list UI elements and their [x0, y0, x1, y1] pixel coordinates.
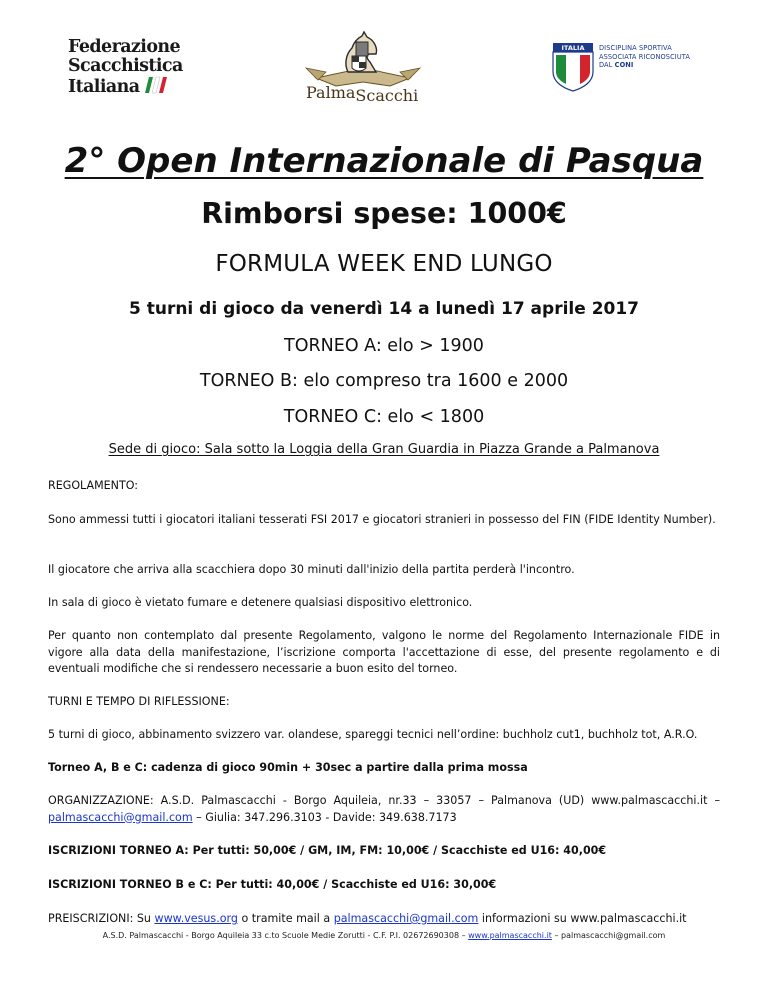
fsi-logo-line2: Scacchistica	[68, 56, 183, 76]
cadenza-line: Torneo A, B e C: cadenza di gioco 90min + 30sec a partire dalla prima mossa	[48, 761, 528, 774]
prize-heading: Rimborsi spese: 1000€	[201, 197, 567, 230]
preiscrizioni-suffix: informazioni su www.palmascacchi.it	[478, 912, 687, 925]
fsi-logo-line1: Federazione	[68, 37, 181, 57]
organizzazione-contacts: – Giulia: 347.296.3103 - Davide: 349.638.7173	[192, 810, 457, 824]
coni-shield-label: ITALIA	[561, 44, 585, 52]
chess-knight-fortress-icon	[296, 28, 430, 90]
coni-text-line2: ASSOCIATA RICONOSCIUTA	[599, 52, 690, 61]
coni-logo	[552, 42, 692, 92]
italia-shield-icon	[552, 42, 594, 92]
footer-email: – palmascacchi@gmail.com	[551, 931, 666, 940]
torneo-c-line: TORNEO C: elo < 1800	[283, 407, 485, 427]
regolamento-heading: REGOLAMENTO:	[48, 479, 139, 492]
turni-tempo-heading: TURNI E TEMPO DI RIFLESSIONE:	[48, 695, 230, 708]
coni-text-line3-prefix: DAL	[599, 61, 613, 70]
turni-tempo-paragraph: 5 turni di gioco, abbinamento svizzero var. olandese, spareggi tecnici nell’ordine: buchholz cut1, buchholz tot, A.R.O.	[48, 728, 698, 741]
regolamento-paragraph-1: Sono ammessi tutti i giocatori italiani tesserati FSI 2017 e giocatori stranieri in possesso del FIN (FIDE Identity Number).	[48, 513, 716, 526]
coni-text-line3-brand: CONI	[614, 61, 634, 70]
palmascacchi-word-part2: Scacchi	[355, 86, 419, 105]
formula-heading: FORMULA WEEK END LUNGO	[215, 251, 553, 277]
vesus-link[interactable]: www.vesus.org	[154, 912, 238, 925]
organizzazione-paragraph	[48, 793, 720, 826]
preiscrizioni-email-link[interactable]: palmascacchi@gmail.com	[333, 912, 479, 925]
palmascacchi-wordmark	[306, 83, 419, 105]
page-title: 2° Open Internazionale di Pasqua	[64, 141, 704, 181]
coni-text	[599, 44, 690, 70]
iscrizioni-bc-line: ISCRIZIONI TORNEO B e C: Per tutti: 40,00€ / Scacchiste ed U16: 30,00€	[48, 878, 497, 891]
preiscrizioni-prefix: PREISCRIZIONI: Su	[48, 912, 155, 925]
italian-flag-icon	[144, 76, 170, 94]
palmascacchi-logo	[296, 28, 430, 110]
regolamento-paragraph-3: In sala di gioco è vietato fumare e detenere qualsiasi dispositivo elettronico.	[48, 596, 473, 609]
organizzazione-text: ORGANIZZAZIONE: A.S.D. Palmascacchi - Borgo Aquileia, nr.33 – 33057 – Palmanova (UD) www.palmascacchi.it –	[48, 794, 720, 807]
preiscrizioni-line	[48, 911, 720, 928]
dates-heading: 5 turni di gioco da venerdì 14 a lunedì 17 aprile 2017	[128, 299, 640, 319]
venue-line: Sede di gioco: Sala sotto la Loggia della Gran Guardia in Piazza Grande a Palmanova	[108, 442, 660, 457]
torneo-a-line: TORNEO A: elo > 1900	[284, 336, 484, 356]
footer-website-link[interactable]: www.palmascacchi.it	[468, 931, 552, 940]
organizzazione-email-link[interactable]: palmascacchi@gmail.com	[48, 810, 193, 824]
fsi-logo-line3: Italiana	[68, 77, 140, 97]
torneo-b-line: TORNEO B: elo compreso tra 1600 e 2000	[199, 371, 569, 391]
footer	[0, 930, 768, 942]
palmascacchi-word-part1: Palma	[306, 83, 356, 102]
coni-text-line1: DISCIPLINA SPORTIVA	[599, 44, 672, 52]
fsi-logo	[68, 37, 183, 97]
footer-text: A.S.D. Palmascacchi - Borgo Aquileia 33 c.to Scuole Medie Zorutti - C.F. P.I. 02672690308 –	[102, 931, 469, 940]
iscrizioni-a-line: ISCRIZIONI TORNEO A: Per tutti: 50,00€ / GM, IM, FM: 10,00€ / Scacchiste ed U16: 40,00€	[48, 844, 607, 857]
regolamento-paragraph-2: Il giocatore che arriva alla scacchiera dopo 30 minuti dall'inizio della partita perderà l'incontro.	[48, 563, 575, 576]
regolamento-paragraph-4: Per quanto non contemplato dal presente Regolamento, valgono le norme del Regolamento Internazionale FIDE in vigore alla data della manifestazione, l’iscrizione comporta l'accettazione di esse, del presente regolamento e di eventuali modifiche che si rendessero necessarie a buon esito del torneo.	[48, 629, 720, 675]
preiscrizioni-middle: o tramite mail a	[237, 912, 334, 925]
